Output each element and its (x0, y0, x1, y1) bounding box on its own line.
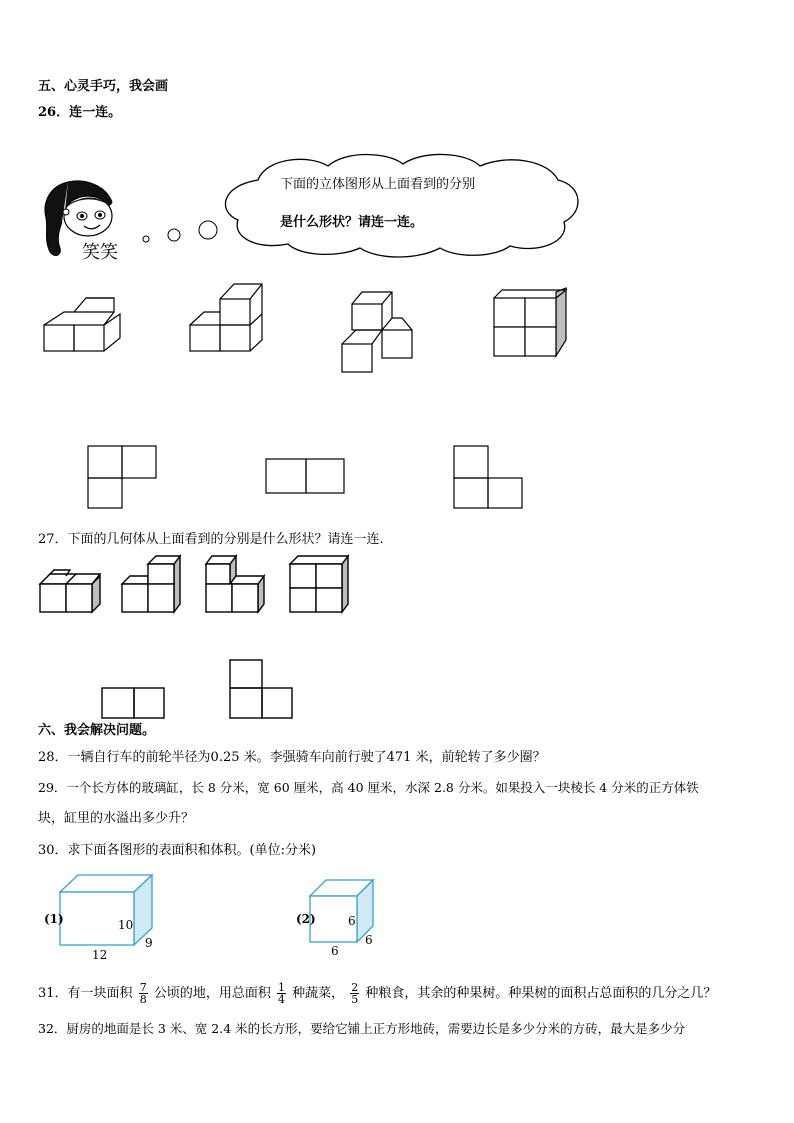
question-29-line-2: 块，缸里的水溢出多少升？ (38, 811, 195, 826)
cuboid-figure-1 (60, 875, 152, 945)
view-L-b-3 (488, 478, 522, 508)
question-26-label: 26．连一连。 (38, 105, 122, 120)
q27-solid-d (290, 556, 348, 612)
view-L-a-2 (122, 446, 156, 478)
fig1-label: (1) (44, 912, 64, 926)
q26-solid-a (44, 298, 120, 351)
fraction-denominator: 4 (277, 993, 285, 1006)
fraction-7-8 (139, 982, 148, 1005)
question-32-text: 32．厨房的地面是长 3 米、宽 2.4 米的长方形，要给它铺上正方形地砖，需要边长是多少分米的方砖，最大是多少分 (38, 1021, 686, 1036)
fig1-width: 9 (145, 936, 153, 950)
speech-line-2: 是什么形状？请连一连。 (280, 215, 424, 230)
fraction-numerator: 1 (277, 981, 285, 994)
fig1-height: 10 (118, 918, 134, 932)
fig2-width: 6 (365, 933, 373, 947)
character-name: 笑笑 (82, 242, 118, 263)
q27-solid-a (40, 570, 100, 612)
q26-solid-d (494, 288, 566, 356)
fig2-length: 6 (331, 944, 339, 958)
fig2-height: 6 (348, 914, 356, 928)
question-28-text: 28．一辆自行车的前轮半径为0.25 米。李强骑车向前行驶了471 米，前轮转了多少圈？ (38, 750, 546, 765)
view-L-a-3 (88, 478, 122, 508)
q27-view-L-1 (230, 660, 262, 688)
q31-part-1: 31．有一块面积 (38, 986, 133, 1001)
view-L-b-1 (454, 446, 488, 478)
section-title-6: 六、我会解决问题。 (38, 723, 156, 738)
view-L-b-2 (454, 478, 488, 508)
question-30-text: 30．求下面各图形的表面积和体积。(单位:分米) (38, 843, 317, 858)
question-27-text: 27．下面的几何体从上面看到的分别是什么形状？请连一连. (38, 532, 384, 547)
cube-figure-2 (310, 880, 373, 942)
view-row-1 (266, 459, 306, 493)
view-L-a-1 (88, 446, 122, 478)
fraction-denominator: 5 (351, 993, 359, 1006)
q31-part-2: 公顷的地，用总面积 (153, 986, 271, 1001)
speech-cloud (218, 150, 583, 260)
fraction-denominator: 8 (139, 993, 147, 1006)
q27-view-row-2 (134, 688, 164, 718)
q31-part-4: 种粮食，其余的种果树。种果树的面积占总面积的几分之几？ (365, 986, 717, 1001)
q26-top-views (80, 440, 540, 510)
q26-solid-c (342, 292, 412, 372)
q31-part-3: 种蔬菜， (292, 986, 345, 1001)
section-title-5: 五、心灵手巧，我会画 (38, 79, 169, 94)
fraction-2-5 (350, 982, 359, 1005)
q27-top-views (100, 658, 300, 722)
q27-solids (36, 550, 366, 616)
fig1-length: 12 (92, 948, 108, 962)
fig2-label: (2) (296, 912, 316, 926)
q27-solid-b (122, 556, 180, 612)
fraction-numerator: 7 (139, 981, 147, 994)
q27-view-row-1 (102, 688, 134, 718)
view-row-2 (306, 459, 344, 493)
question-29-line-1: 29．一个长方体的玻璃缸，长 8 分米，宽 60 厘米，高 40 厘米，水深 2.8 分米。如果投入一块棱长 4 分米的正方体铁 (38, 780, 699, 795)
question-31 (38, 982, 716, 1005)
q27-view-L-2 (230, 688, 262, 718)
fraction-numerator: 2 (351, 981, 359, 994)
q27-solid-c (206, 556, 264, 612)
q27-view-L-3 (262, 688, 292, 718)
speech-line-1: 下面的立体图形从上面看到的分别 (280, 177, 476, 192)
q26-solids (40, 278, 600, 378)
q26-solid-b (190, 284, 262, 351)
thought-dots (140, 215, 220, 245)
fraction-1-4 (277, 982, 286, 1005)
